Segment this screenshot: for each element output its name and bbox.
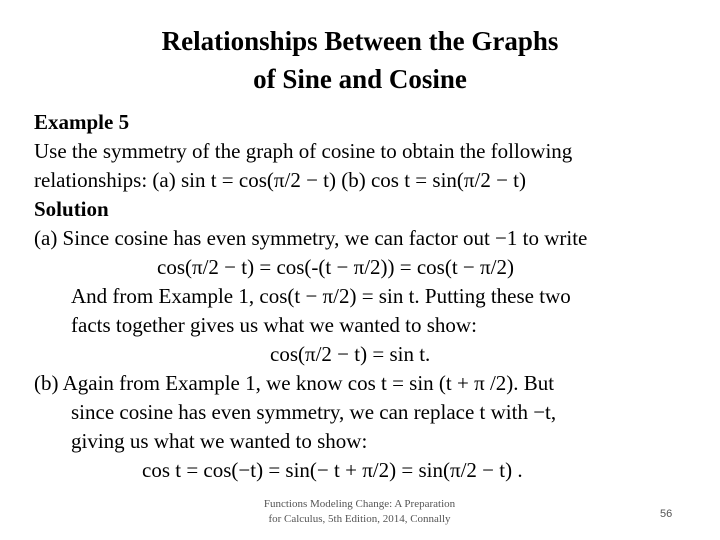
- footer-line-1: Functions Modeling Change: A Preparation: [263, 498, 456, 510]
- footer-line-2: for Calculus, 5th Edition, 2014, Connally: [268, 513, 451, 525]
- part-b-line-2: since cosine has even symmetry, we can replace t with −t,: [71, 400, 557, 424]
- intro-line-2: relationships: (a) sin t = cos(π/2 − t) (b) cos t = sin(π/2 − t): [34, 168, 527, 192]
- title-line-1: Relationships Between the Graphs: [161, 26, 559, 56]
- footer-citation: [232, 497, 487, 527]
- example-heading: Example 5: [34, 110, 130, 134]
- solution-heading: Solution: [34, 197, 109, 221]
- page-number: 56: [660, 508, 673, 520]
- part-a-equation-2: cos(π/2 − t) = sin t.: [270, 342, 431, 366]
- part-a-equation-1: cos(π/2 − t) = cos(-(t − π/2)) = cos(t − π/2): [157, 255, 514, 279]
- part-b-line-3: giving us what we wanted to show:: [71, 429, 368, 453]
- part-b-line-1: (b) Again from Example 1, we know cos t = sin (t + π /2). But: [34, 371, 555, 395]
- part-a-line-3: facts together gives us what we wanted to show:: [71, 313, 477, 337]
- slide-title: [0, 22, 720, 98]
- part-b-equation: cos t = cos(−t) = sin(− t + π/2) = sin(π/2 − t) .: [142, 458, 523, 482]
- part-a-line-2: And from Example 1, cos(t − π/2) = sin t. Putting these two: [71, 284, 571, 308]
- intro-line-1: Use the symmetry of the graph of cosine to obtain the following: [34, 139, 573, 163]
- part-a-line-1: (a) Since cosine has even symmetry, we can factor out −1 to write: [34, 226, 588, 250]
- slide-body: [34, 108, 704, 485]
- title-line-2: of Sine and Cosine: [253, 64, 467, 94]
